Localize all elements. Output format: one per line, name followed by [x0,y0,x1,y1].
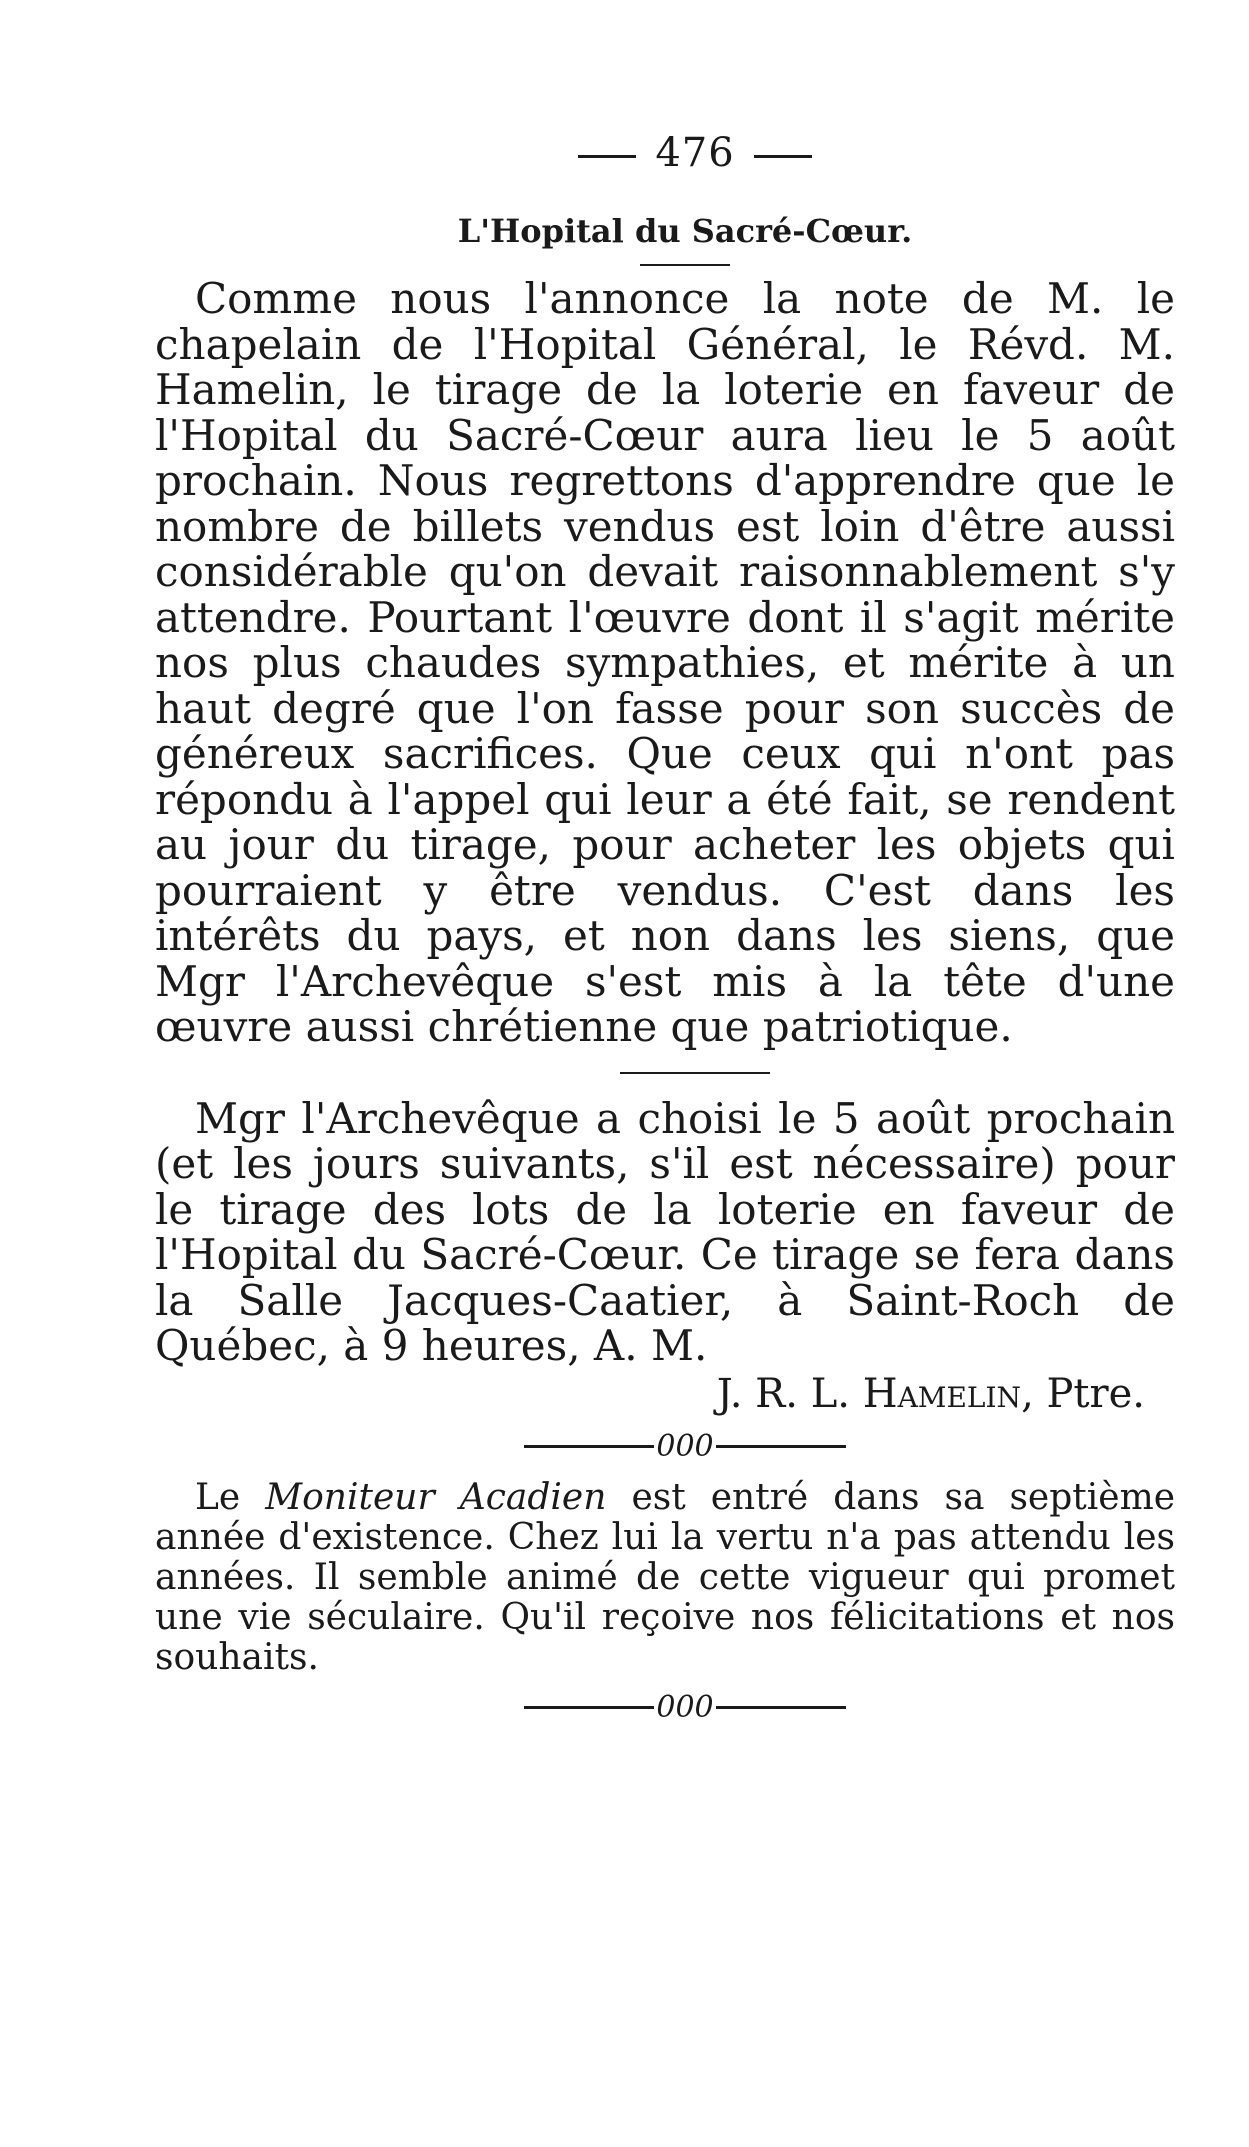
signature-initials: J. R. L. [716,1370,863,1417]
section-separator-1 [155,1429,1175,1464]
signature-suffix: , Ptre. [1021,1370,1145,1417]
separator-bar-left [524,1706,654,1709]
news-paragraph [155,1478,1175,1678]
separator-bar-right [716,1445,846,1448]
journal-name: Moniteur Acadien [265,1476,607,1518]
article-title: L'Hopital du Sacré-Cœur. [457,212,913,250]
separator-bar-left [524,1445,654,1448]
separator-bar-right [716,1706,846,1709]
article-paragraph-2: Mgr l'Archevêque a choisi le 5 août prochain (et les jours suivants, s'il est nécessaire) pour le tirage des lots de la loterie en faveur de l'Hopital du Sacré-Cœur. Ce tirage se fera dans la Salle Jacques-Caatier, à Saint-Roch de Québec, à 9 heures, A. M. [155,1093,1175,1370]
title-rule [640,264,730,266]
page-number [155,130,1175,176]
separator-mark: 000 [656,1689,714,1725]
news-text: est entré dans sa septième année d'existence. Chez lui la vertu n'a pas attendu les années. Il semble animé de cette vigueur qui promet une vie séculaire. Qu'il reçoive nos félicitations et nos souhaits. [155,1476,1176,1678]
document-page [155,130,1175,1739]
signature [155,1371,1175,1417]
page-number-dash-left [578,155,636,158]
separator-mark: 000 [656,1428,714,1464]
signature-name: Hamelin [862,1370,1022,1417]
page-number-dash-right [754,155,812,158]
article-paragraph-1: Comme nous l'annonce la note de M. le chapelain de l'Hopital Général, le Révd. M. Hamelin, le tirage de la loterie en faveur de l'Hopital du Sacré-Cœur aura lieu le 5 août prochain. Nous regrettons d'apprendre que le nombre de billets vendus est loin d'être aussi considérable qu'on devait raisonnablement s'y attendre. Pourtant l'œuvre dont il s'agit mérite nos plus chaudes sympathies, et mérite à un haut degré que l'on fasse pour son succès de généreux sacrifices. Que ceux qui n'ont pas répondu à l'appel qui leur a été fait, se rendent au jour du tirage, pour acheter les objets qui pourraient y être vendus. C'est dans les intérêts du pays, et non dans les siens, que Mgr l'Archevêque s'est mis à la tête d'une œuvre aussi chrétienne que patriotique. [155,274,1175,1051]
paragraph-divider [620,1072,770,1074]
section-separator-2 [155,1690,1175,1725]
page-number-text: 476 [655,130,735,176]
news-prefix: Le [195,1476,266,1518]
